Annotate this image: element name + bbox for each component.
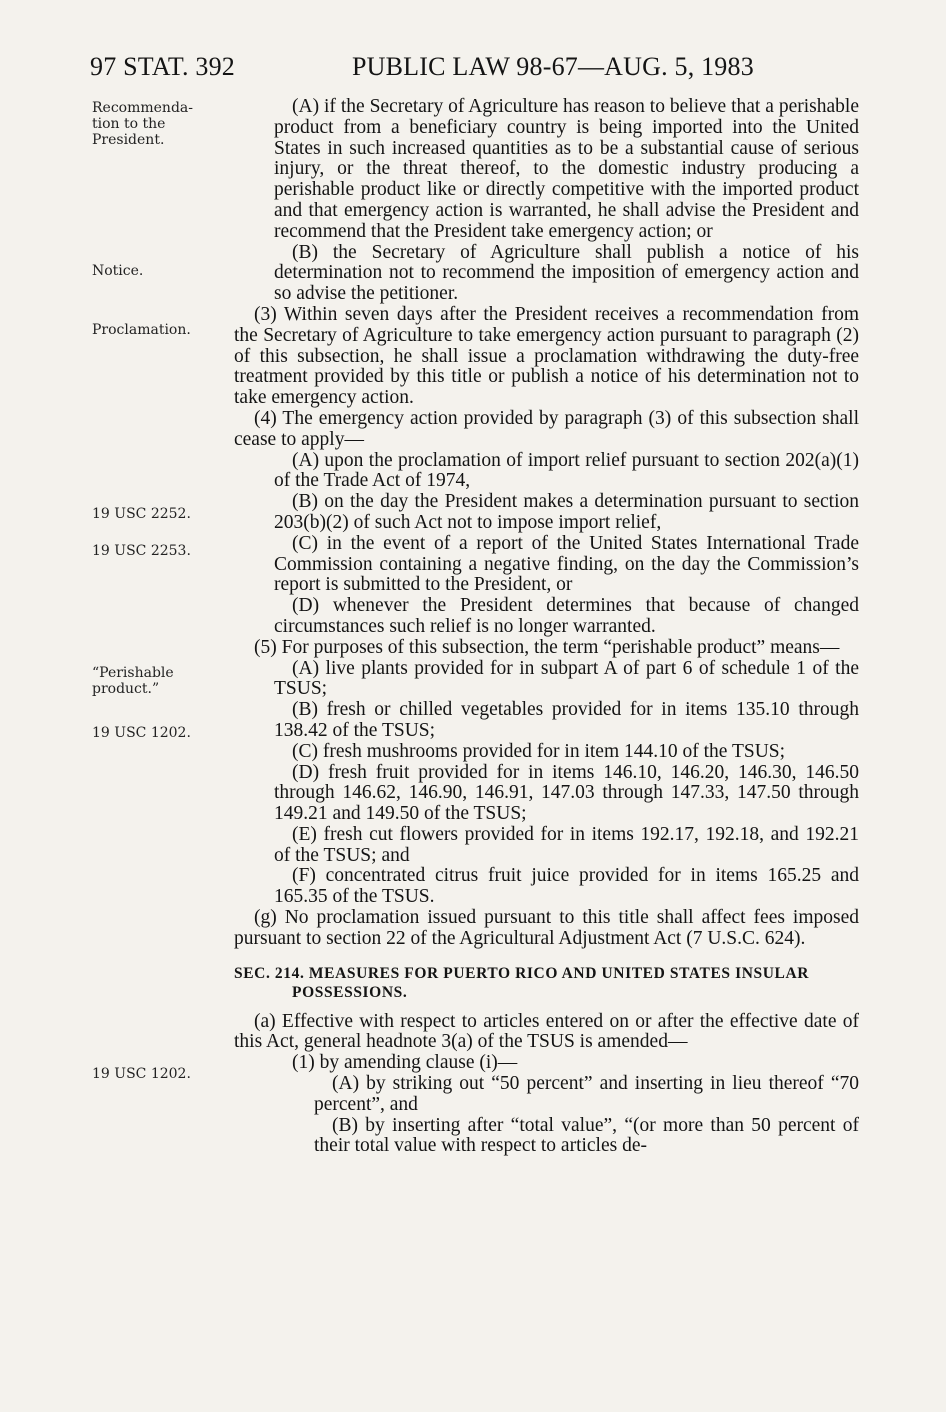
margin-note-usc-1202-b: 19 USC 1202.	[92, 1066, 191, 1082]
paragraph-5b: (B) fresh or chilled vegetables provided for in items 135.10 through 138.42 of the TSUS;	[274, 699, 859, 741]
paragraph-5a: (A) live plants provided for in subpart A of part 6 of schedule 1 of the TSUS;	[274, 657, 859, 700]
margin-note-notice: Notice.	[92, 263, 144, 279]
paragraph-5: (5) For purposes of this subsection, the term “perishable product” means—	[254, 636, 840, 658]
paragraph-g: (g) No proclamation issued pursuant to this title shall affect fees imposed pursuant to section 22 of the Agricultural Adjustment Act (7 U.S.C. 624).	[234, 907, 859, 949]
paragraph-5d: (D) fresh fruit provided for in items 146.10, 146.20, 146.30, 146.50 through 146.62, 146.90, 146.91, 147.03 through 147.33, 147.50 through 149.21 and 149.50 of the TSUS;	[274, 761, 859, 825]
margin-note-recommendation: Recommenda- tion to the President.	[92, 100, 193, 148]
margin-note-usc-2252: 19 USC 2252.	[92, 506, 191, 522]
paragraph-2b: (B) the Secretary of Agriculture shall publish a notice of his determination not to recommend the imposition of emergency action and so advise the petitioner.	[274, 241, 859, 305]
law-title-date: PUBLIC LAW 98-67—AUG. 5, 1983	[352, 52, 754, 81]
section-214-heading: SEC. 214. MEASURES FOR PUERTO RICO AND UNITED STATES INSULAR POSSESSIONS.	[234, 964, 810, 1001]
paragraph-214a-1-A: (A) by striking out “50 percent” and inserting in lieu thereof “70 percent”, and	[314, 1073, 859, 1115]
paragraph-214a: (a) Effective with respect to articles entered on or after the effective date of this Act, general headnote 3(a) of the TSUS is amended—	[234, 1010, 859, 1053]
paragraph-214a-1: (1) by amending clause (i)—	[292, 1052, 518, 1074]
margin-note-usc-1202-a: 19 USC 1202.	[92, 725, 191, 741]
page-header	[90, 52, 860, 92]
paragraph-4: (4) The emergency action provided by paragraph (3) of this subsection shall cease to apply—	[234, 407, 859, 450]
paragraph-5e: (E) fresh cut flowers provided for in items 192.17, 192.18, and 192.21 of the TSUS; and	[274, 823, 859, 866]
paragraph-2a: (A) if the Secretary of Agriculture has reason to believe that a perishable product from a beneficiary country is being imported into the United States in such increased quantities as to be a substantial cause of serious injury, or the threat thereof, to the domestic industry producing a perishable product like or directly competitive with the imported product and that emergency action is warranted, he shall advise the President and recommend that the President take emergency action; or	[274, 96, 859, 242]
margin-note-perishable-product: “Perishable product.”	[92, 665, 174, 697]
paragraph-214a-1-B: (B) by inserting after “total value”, “(or more than 50 percent of their total value with respect to articles de-	[314, 1114, 859, 1157]
paragraph-5c: (C) fresh mushrooms provided for in item 144.10 of the TSUS;	[292, 740, 786, 762]
margin-note-usc-2253: 19 USC 2253.	[92, 543, 191, 559]
paragraph-4b: (B) on the day the President makes a determination pursuant to section 203(b)(2) of such Act not to impose import relief,	[274, 491, 859, 533]
statute-body	[234, 97, 859, 1157]
margin-note-proclamation: Proclamation.	[92, 322, 191, 338]
paragraph-4c: (C) in the event of a report of the United States International Trade Commission containing a negative finding, on the day the Commission’s report is submitted to the President, or	[274, 532, 859, 596]
stat-page-number: 97 STAT. 392	[90, 52, 236, 81]
paragraph-4a: (A) upon the proclamation of import relief pursuant to section 202(a)(1) of the Trade Act of 1974,	[274, 449, 859, 492]
paragraph-4d: (D) whenever the President determines that because of changed circumstances such relief is no longer warranted.	[274, 595, 859, 637]
paragraph-3: (3) Within seven days after the President receives a recommendation from the Secretary of Agriculture to take emergency action pursuant to paragraph (2) of this subsection, he shall issue a proclamation withdrawing the duty-free treatment provided by this title or publish a notice of his determination not to take emergency action.	[234, 303, 859, 409]
paragraph-5f: (F) concentrated citrus fruit juice provided for in items 165.25 and 165.35 of the TSUS.	[274, 865, 859, 908]
